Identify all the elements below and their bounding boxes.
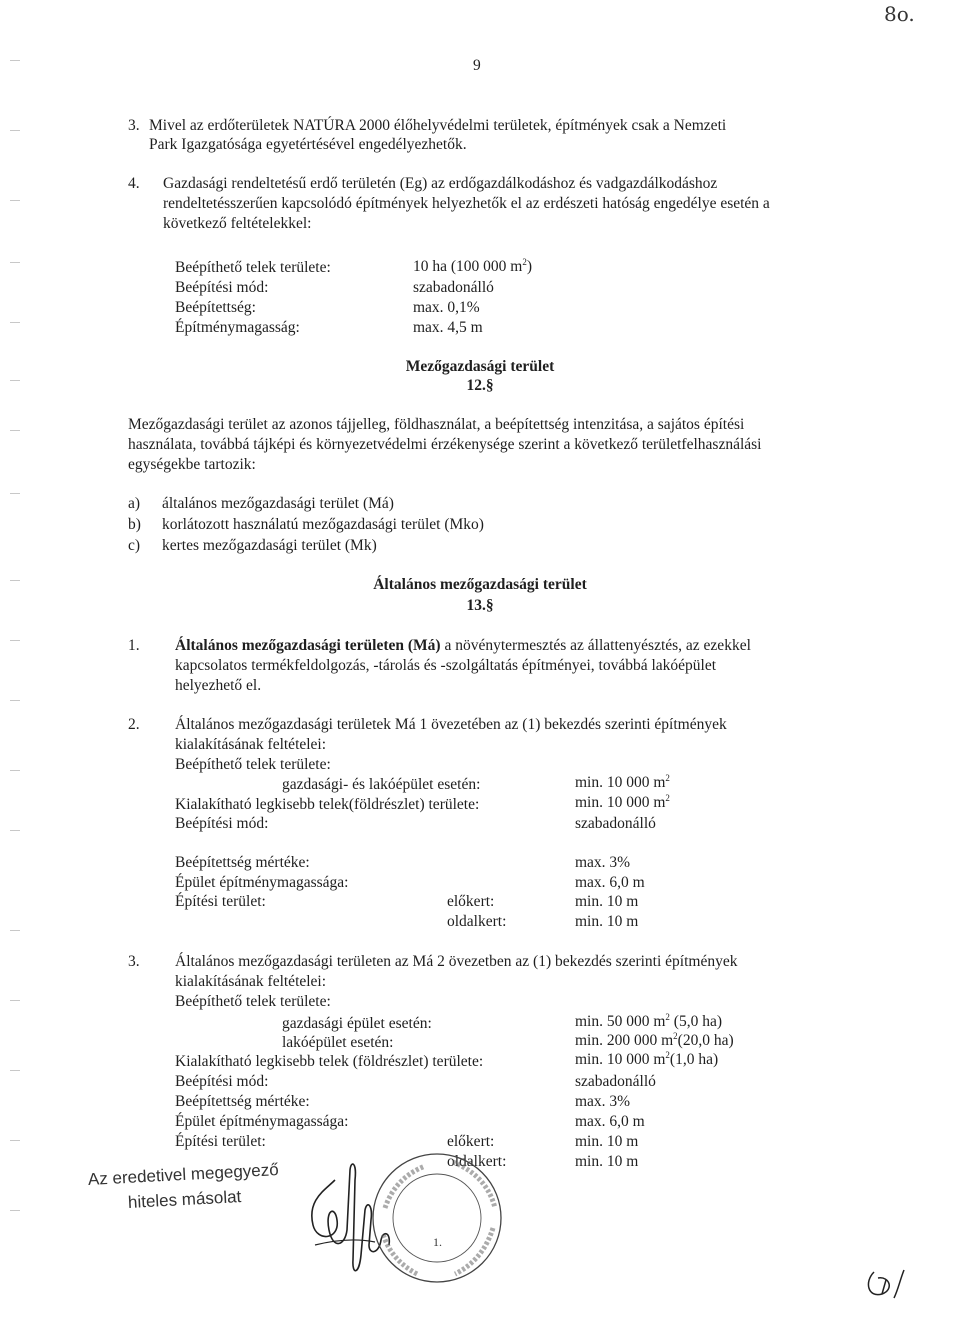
margin-mark [10, 430, 20, 431]
list-item: kertes mezőgazdasági terület (Mk) [162, 537, 377, 554]
row-label: lakóépület esetén: [282, 1034, 394, 1051]
margin-mark [10, 493, 20, 494]
item-4-number: 4. [128, 175, 140, 192]
item-line: Általános mezőgazdasági területen az Má 2 övezetben az (1) bekezdés szerinti építmények [175, 953, 738, 970]
margin-mark [10, 770, 20, 771]
margin-mark [10, 580, 20, 581]
row-value: max. 3% [575, 854, 631, 871]
forest-row-label: Építménymagasság: [175, 319, 300, 336]
margin-mark [10, 380, 20, 381]
row-label: Beépítettség mértéke: [175, 854, 310, 871]
forest-row-value: 10 ha (100 000 $m^2$) [413, 257, 533, 276]
row-value: szabadonálló [575, 1073, 656, 1090]
stamp-center-number: 1. [433, 1235, 442, 1249]
row-sublabel: előkert: [447, 893, 495, 910]
row-sublabel: oldalkert: [447, 1153, 507, 1170]
margin-mark [10, 1070, 20, 1071]
item-4-line: rendeltetésszerűen kapcsolódó építmények helyezhetők el az erdészeti hatóság engedélye esetén a [163, 195, 770, 212]
item-4-line: Gazdasági rendeltetésű erdő területén (Eg) az erdőgazdálkodáshoz és vadgazdálkodáshoz [163, 175, 718, 192]
page-number: 9 [473, 57, 481, 74]
row-value: min. 10 m [575, 1133, 639, 1150]
row-label: Beépítettség mértéke: [175, 1093, 310, 1110]
forest-row-label: Beépíthető telek területe: [175, 259, 331, 276]
margin-mark [10, 640, 20, 641]
item-line: helyezhető el. [175, 677, 262, 694]
row-label: Kialakítható legkisebb telek (földrészlet) területe: [175, 1053, 484, 1070]
row-label: Épület építménymagassága: [175, 874, 349, 891]
margin-mark [10, 322, 20, 323]
margin-mark [10, 830, 20, 831]
official-round-stamp [365, 1148, 510, 1288]
row-value: min. 50 000 $m^2$ (5,0 ha) [575, 1012, 722, 1031]
forest-row-value: max. 4,5 m [413, 319, 483, 336]
item-4-line: következő feltételekkel: [163, 215, 312, 232]
margin-mark [10, 60, 20, 61]
section-heading: Általános mezőgazdasági terület [373, 576, 587, 593]
row-label: gazdasági épület esetén: [282, 1015, 432, 1032]
row-value: min. 10 m [575, 893, 639, 910]
certification-stamp: Az eredetivel megegyező [87, 1160, 280, 1189]
row-label: Beépítési mód: [175, 1073, 269, 1090]
paragraph-line: egységekbe tartozik: [128, 456, 256, 473]
item-3-line: Park Igazgatósága egyetértésével engedélyezhetők. [149, 136, 467, 153]
row-value: min. 10 000 $m^2$ [575, 773, 670, 792]
paragraph-number: 12.§ [466, 377, 494, 394]
margin-mark [10, 1000, 20, 1001]
list-item: korlátozott használatú mezőgazdasági terület (Mko) [162, 516, 484, 533]
margin-mark [10, 130, 20, 131]
section-heading: Mezőgazdasági terület [405, 358, 555, 375]
row-value: min. 10 000 $m^2$ [575, 793, 670, 812]
forest-row-label: Beépítettség: [175, 299, 256, 316]
row-label: Épület építménymagassága: [175, 1113, 349, 1130]
item-line: Általános mezőgazdasági területen (Má) a növénytermesztés az állattenyésztés, az ezekkel [175, 637, 751, 654]
list-letter: c) [128, 537, 141, 554]
margin-mark [10, 1210, 20, 1211]
row-sublabel: előkert: [447, 1133, 495, 1150]
item-number: 1. [128, 637, 140, 654]
paragraph-line: Mezőgazdasági terület az azonos tájjelleg, földhasználat, a beépítettség intenzitása, a sajátos építési [128, 416, 745, 433]
row-value: max. 6,0 m [575, 1113, 645, 1130]
row-label: Építési terület: [175, 893, 266, 910]
item-line: kialakításának feltételei: [175, 736, 327, 753]
item-3-number: 3. [128, 117, 140, 134]
item-line: Általános mezőgazdasági területek Má 1 övezetében az (1) bekezdés szerinti építmények [175, 716, 727, 733]
list-item: általános mezőgazdasági terület (Má) [162, 495, 394, 512]
item-number: 2. [128, 716, 140, 733]
row-value: min. 10 000 $m^2(1,0$ ha) [575, 1050, 719, 1069]
forest-row-value: szabadonálló [413, 279, 494, 296]
row-value: max. 6,0 m [575, 874, 645, 891]
row-label: Beépíthető telek területe: [175, 993, 331, 1010]
forest-row-label: Beépítési mód: [175, 279, 269, 296]
margin-mark [10, 200, 20, 201]
row-label: Építési terület: [175, 1133, 266, 1150]
list-letter: b) [128, 516, 141, 533]
row-value: max. 3% [575, 1093, 631, 1110]
row-label: Kialakítható legkisebb telek(földrészlet) területe: [175, 796, 480, 813]
item-3-line: Mivel az erdőterületek NATÚRA 2000 élőhelyvédelmi területek, építmények csak a Nemzeti [149, 117, 727, 134]
row-label: gazdasági- és lakóépület esetén: [282, 776, 481, 793]
item-line: kialakításának feltételei: [175, 973, 327, 990]
item-line: kapcsolatos termékfeldolgozás, -tárolás és -szolgáltatás építményei, továbbá lakóépület [175, 657, 717, 674]
row-label: Beépítési mód: [175, 815, 269, 832]
corner-handwritten-note: 8o. [884, 2, 915, 26]
forest-row-value: max. 0,1% [413, 299, 480, 316]
certification-stamp: hiteles másolat [127, 1187, 242, 1212]
row-value: min. 10 m [575, 1153, 639, 1170]
row-value: min. 10 m [575, 913, 639, 930]
row-value: szabadonálló [575, 815, 656, 832]
row-label: Beépíthető telek területe: [175, 756, 331, 773]
margin-mark [10, 262, 20, 263]
paragraph-number: 13.§ [466, 597, 494, 614]
list-letter: a) [128, 495, 141, 512]
item-number: 3. [128, 953, 140, 970]
margin-mark [10, 930, 20, 931]
row-sublabel: oldalkert: [447, 913, 507, 930]
initials [860, 1262, 920, 1307]
margin-mark [10, 1140, 20, 1141]
paragraph-line: használata, továbbá tájképi és környezetvédelmi érzékenysége szerint a következő területfelhasználási [128, 436, 762, 453]
row-value: min. 200 000 $m^2(20,0$ ha) [575, 1031, 734, 1050]
margin-mark [10, 700, 20, 701]
